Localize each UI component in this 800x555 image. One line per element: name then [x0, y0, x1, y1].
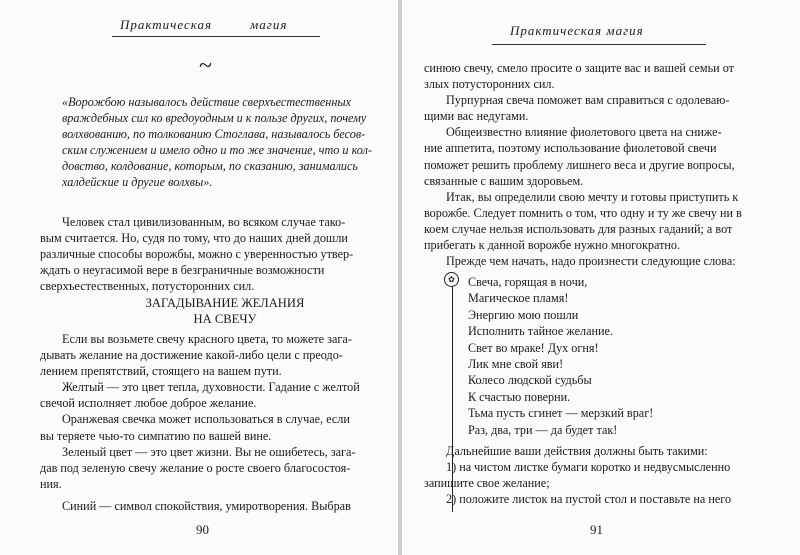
text-line: 1) на чистом листке бумаги коротко и недвусмысленно	[446, 460, 731, 475]
verse-text	[468, 274, 653, 438]
quote-line: волхвованию, по толкованию Стоглава, называлось бесов-	[62, 127, 366, 142]
quote-line: халдейские и другие волхвы».	[62, 175, 213, 190]
text-line: лением препятствий, стоящего на вашем пути.	[40, 364, 282, 379]
text-line: ния.	[40, 476, 62, 491]
text-line: Желтый — это цвет тепла, духовности. Гадание с желтой	[62, 380, 360, 395]
running-head: Практическая магия	[510, 23, 644, 38]
running-head-word: магия	[250, 17, 288, 32]
right-page	[402, 0, 800, 555]
text-line: злых потусторонних сил.	[424, 77, 555, 92]
text-line: вым считается. Но, судя по тому, что до наших дней дошли	[40, 231, 348, 246]
text-line: синюю свечу, смело просите о защите вас и вашей семьи от	[424, 61, 734, 75]
paragraph	[424, 443, 731, 507]
quote-line: ским служением и имело одно и то же значение, что и кол-	[62, 143, 372, 158]
text-line: щими вас недугами.	[424, 109, 529, 124]
verse-line: Магическое пламя!	[468, 291, 569, 306]
text-line: дав под зеленую свечу желание о росте своего благосостоя-	[40, 460, 351, 475]
text-line: сверхъестественных, потусторонних сил.	[40, 279, 255, 294]
verse-line: Свет во мраке! Дух огня!	[468, 340, 599, 355]
text-line: Человек стал цивилизованным, во всяком случае тако-	[62, 215, 346, 229]
verse-line: К счастью поверни.	[468, 389, 571, 404]
page-number: 91	[590, 522, 603, 537]
verse-line: Колесо людской судьбы	[468, 373, 592, 388]
verse-line: Энергию мою пошли	[468, 307, 579, 322]
text-line: 2) положите листок на пустой стол и поставьте на него	[446, 492, 732, 507]
header-rule	[112, 36, 320, 37]
verse-line: Свеча, горящая в ночи,	[468, 275, 588, 289]
text-line: связанные с вашим здоровьем.	[424, 173, 584, 188]
quote-line: довство, колдование, которым, по сказанию, занимались	[62, 159, 358, 174]
text-line: прибегать к данной ворожбе нужно многократно.	[424, 238, 681, 253]
heading-line: ЗАГАДЫВАНИЕ ЖЕЛАНИЯ	[145, 296, 305, 310]
paragraph	[40, 331, 360, 492]
text-line: поможет решить проблему лишнего веса и другие вопросы,	[424, 157, 735, 172]
text-line: вы теряете чью-то симпатию по вашей вине.	[40, 428, 272, 443]
text-line: коем случае нельзя использовать для разных гаданий; а вот	[424, 221, 733, 236]
paragraph	[424, 60, 742, 269]
left-page	[0, 0, 398, 555]
text-line: дывать желание на достижение какой-либо цели с преодо-	[40, 348, 343, 363]
verse-line: Исполнить тайное желание.	[468, 324, 614, 339]
header-rule	[492, 44, 706, 45]
text-line: Зеленый цвет — это цвет жизни. Вы не ошибетесь, зага-	[62, 444, 356, 459]
text-line: Прежде чем начать, надо произнести следующие слова:	[446, 254, 736, 269]
paragraph	[40, 214, 353, 294]
ornament-icon: ~	[199, 53, 212, 79]
text-line: Итак, вы определили свою мечту и готовы приступить к	[446, 189, 739, 204]
quote-line: «Ворожбою называлось действие сверхъестественных	[62, 95, 352, 109]
text-line: ждать о неугасимой вере в безграничные возможности	[40, 263, 325, 278]
text-line: свечой исполняет любое доброе желание.	[40, 396, 257, 411]
page-number: 90	[196, 522, 209, 537]
text-line: Общеизвестно влияние фиолетового цвета на сниже-	[446, 125, 722, 140]
quote-line: враждебных сил ко вредоуодным и к пользе других, почему	[62, 111, 367, 126]
flower-icon: ✿	[444, 272, 459, 287]
verse-line: Тьма пусть сгинет — мерзкий враг!	[468, 406, 654, 421]
verse-line: Раз, два, три — да будет так!	[468, 422, 618, 437]
text-line: ние аппетита, поэтому использование фиолетовой свечи	[424, 141, 717, 156]
quote-block	[62, 94, 372, 191]
text-line: Если вы возьмете свечу красного цвета, то можете зага-	[62, 332, 352, 346]
text-line: Оранжевая свечка может использоваться в случае, если	[62, 412, 350, 427]
heading-line: НА СВЕЧУ	[193, 312, 257, 326]
running-head-title: Практическая	[120, 17, 213, 32]
verse-line: Лик мне свой яви!	[468, 357, 564, 372]
text-line: запишите свое желание;	[424, 476, 550, 491]
section-heading	[140, 295, 310, 327]
text-line: ворожбе. Следует помнить о том, что одну и ту же свечу ни в	[424, 205, 742, 220]
text-line: Синий — символ спокойствия, умиротворения. Выбрав	[62, 499, 351, 513]
text-line: различные способы ворожбы, можно с уверенностью утвер-	[40, 247, 354, 262]
text-line: Пурпурная свеча поможет вам справиться с одолеваю-	[446, 93, 730, 108]
text-line: Дальнейшие ваши действия должны быть такими:	[446, 444, 708, 458]
